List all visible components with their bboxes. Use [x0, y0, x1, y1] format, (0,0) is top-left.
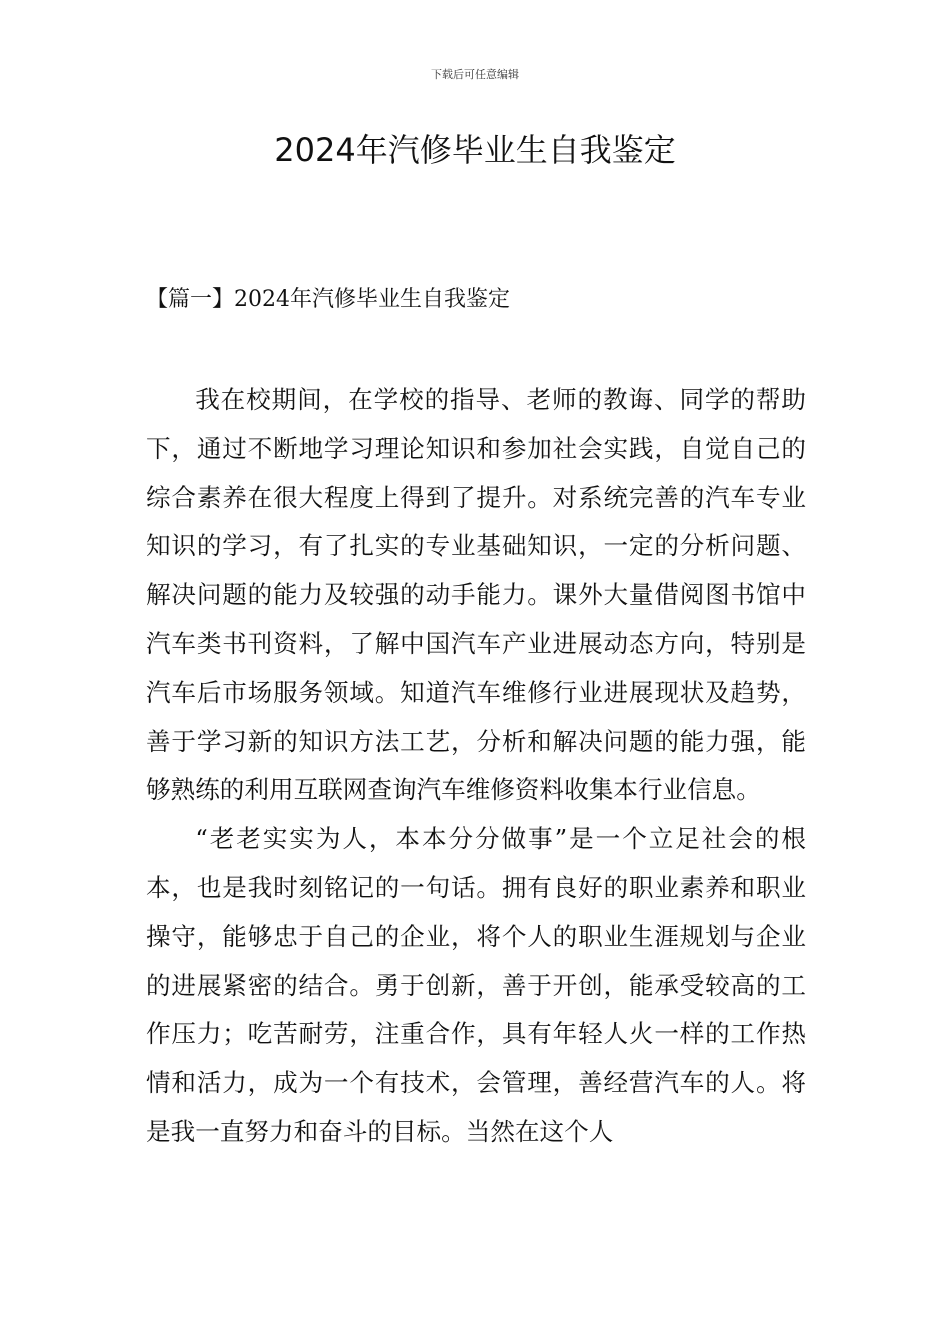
document-body — [146, 376, 806, 1157]
body-paragraph-1: 我在校期间，在学校的指导、老师的教诲、同学的帮助下，通过不断地学习理论知识和参加社会实践，自觉自己的综合素养在很大程度上得到了提升。对系统完善的汽车专业知识的学习，有了扎实的专业基础知识，一定的分析问题、解决问题的能力及较强的动手能力。课外大量借阅图书馆中汽车类书刊资料，了解中国汽车产业进展动态方向，特别是汽车后市场服务领域。知道汽车维修行业进展现状及趋势，善于学习新的知识方法工艺，分析和解决问题的能力强，能够熟练的利用互联网查询汽车维修资料收集本行业信息。 — [146, 385, 806, 805]
document-title: 2024年汽修毕业生自我鉴定 — [274, 131, 676, 169]
section-heading: 【篇一】2024年汽修毕业生自我鉴定 — [146, 287, 510, 312]
body-paragraph-2: “老老实实为人，本本分分做事”是一个立足社会的根本，也是我时刻铭记的一句话。拥有良好的职业素养和职业操守，能够忠于自己的企业，将个人的职业生涯规划与企业的进展紧密的结合。勇于创新，善于开创，能承受较高的工作压力；吃苦耐劳，注重合作，具有年轻人火一样的工作热情和活力，成为一个有技术，会管理，善经营汽车的人。将是我一直努力和奋斗的目标。当然在这个人 — [146, 824, 806, 1146]
header-note: 下载后可任意编辑 — [431, 68, 519, 81]
